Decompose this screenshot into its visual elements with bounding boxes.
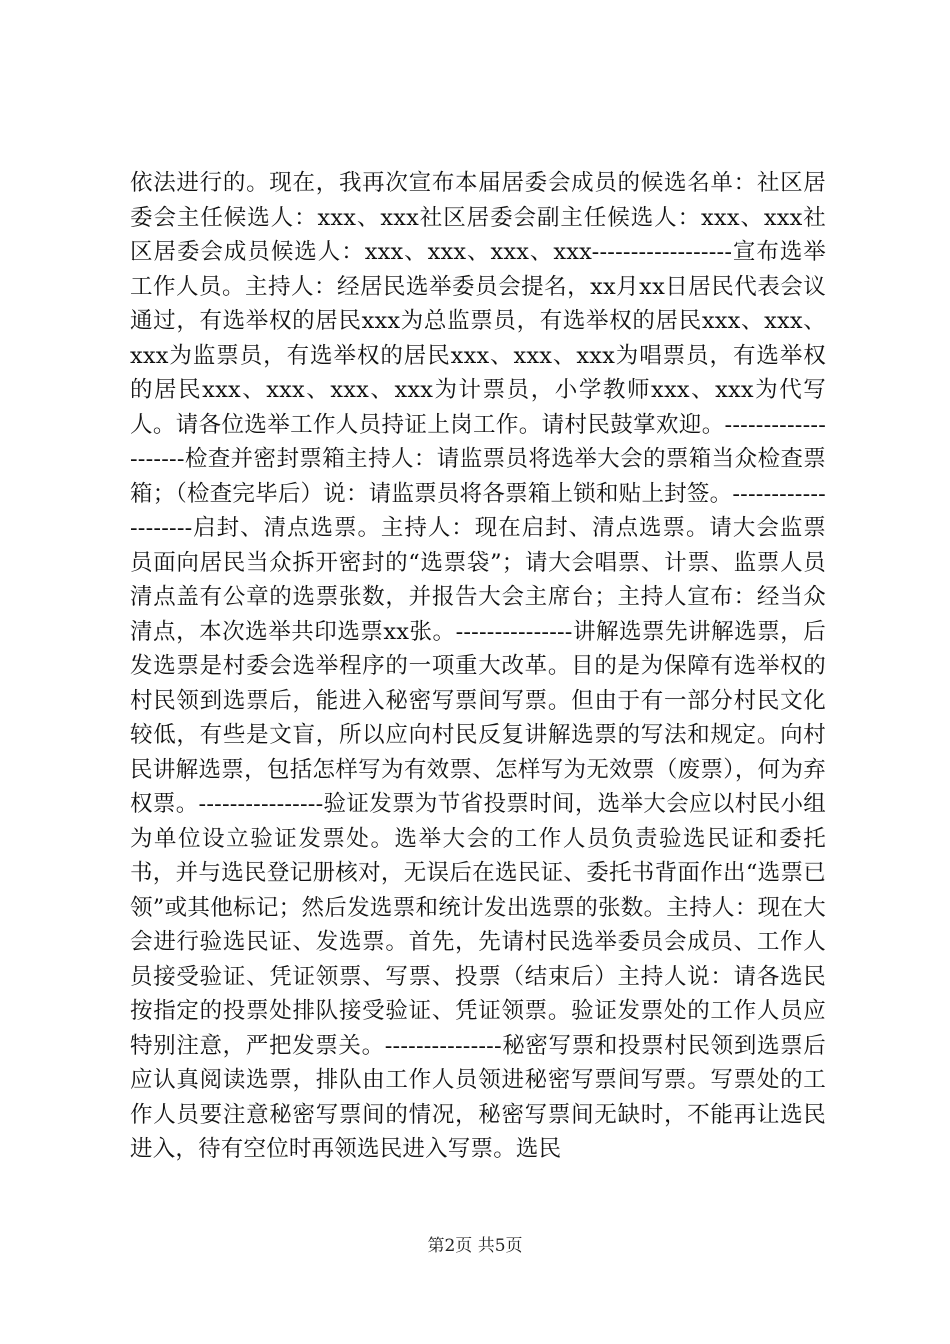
body-paragraph: 依法进行的。现在，我再次宣布本届居委会成员的候选名单：社区居委会主任候选人：xxx、xxx社区居委会副主任候选人：xxx、xxx社区居委会成员候选人：xxx、xxx、xxx、xxx------------------宣布选举工作人员。主持人：经居民选举委员会提名，xx月xx日居民代表会议通过，有选举权的居民xxx为总监票员，有选举权的居民xxx、xxx、xxx为监票员，有选举权的居民xxx、xxx、xxx为唱票员，有选举权的居民xxx、xxx、xxx、xxx为计票员，小学教师xxx、xxx为代写人。请各位选举工作人员持证上岗工作。请村民鼓掌欢迎。--------------------检查并密封票箱主持人：请监票员将选举大会的票箱当众检查票箱；（检查完毕后）说：请监票员将各票箱上锁和贴上封签。--------------------启封、清点选票。主持人：现在启封、清点选票。请大会监票员面向居民当众拆开密封的“选票袋”；请大会唱票、计票、监票人员清点盖有公章的选票张数，并报告大会主席台；主持人宣布：经当众清点，本次选举共印选票xx张。---------------讲解选票先讲解选票，后发选票是村委会选举程序的一项重大改革。目的是为保障有选举权的村民领到选票后，能进入秘密写票间写票。但由于有一部分村民文化较低，有些是文盲，所以应向村民反复讲解选票的写法和规定。向村民讲解选票，包括怎样写为有效票、怎样写为无效票（废票），何为弃权票。----------------验证发票为节省投票时间，选举大会应以村民小组为单位设立验证发票处。选举大会的工作人员负责验选民证和委托书，并与选民登记册核对，无误后在选民证、委托书背面作出“选票已领”或其他标记；然后发选票和统计发出选票的张数。主持人：现在大会进行验选民证、发选票。首先，先请村民选举委员会成员、工作人员接受验证、凭证领票、写票、投票（结束后）主持人说：请各选民按指定的投票处排队接受验证、凭证领票。验证发票处的工作人员应特别注意，严把发票关。---------------秘密写票和投票村民领到选票后应认真阅读选票，排队由工作人员领进秘密写票间写票。写票处的工作人员要注意秘密写票间的情况，秘密写票间无缺时，不能再让选民进入，待有空位时再领选民进入写票。选民 — [130, 170, 826, 1162]
page-number-footer: 第2页 共5页 — [427, 1236, 523, 1256]
